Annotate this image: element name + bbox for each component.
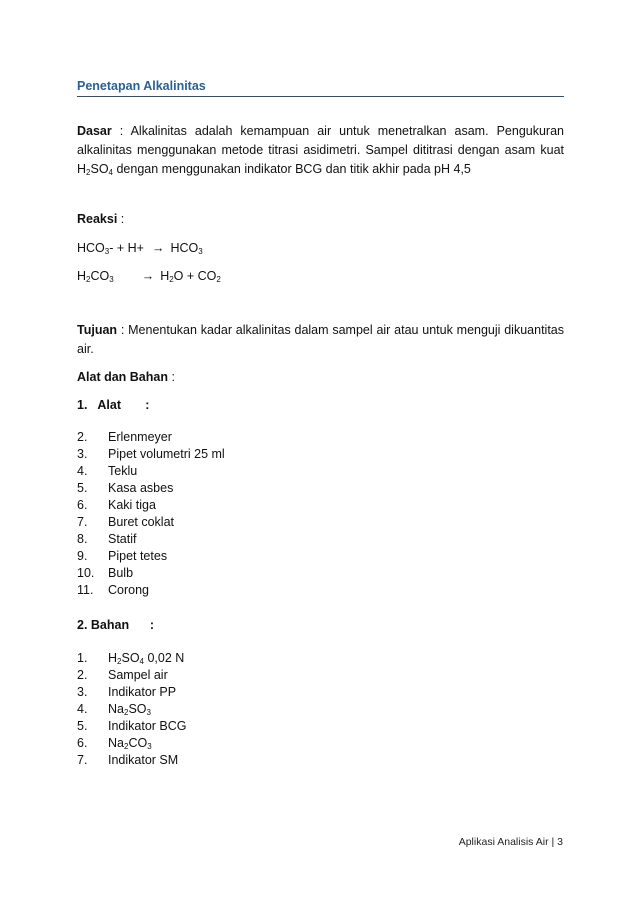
reaction-equation-2 xyxy=(77,269,221,284)
dasar-sub-1: 2 xyxy=(86,168,91,177)
reaction-equation-1 xyxy=(77,241,203,256)
item-number: 5. xyxy=(77,719,88,733)
item-sub-2: 3 xyxy=(147,742,152,751)
item-text: Erlenmeyer xyxy=(108,430,172,444)
item-number: 3. xyxy=(77,447,88,461)
item-text-3: 0,02 N xyxy=(144,651,185,665)
alat-bahan-sep: : xyxy=(168,370,175,384)
eq2-product-rest: O + CO xyxy=(173,269,217,283)
item-number: 6. xyxy=(77,498,88,512)
eq2-product: H xyxy=(160,269,170,283)
list-item xyxy=(77,548,225,565)
eq2-reactant: H xyxy=(77,269,87,283)
list-item xyxy=(77,684,187,701)
list-item xyxy=(77,667,187,684)
item-text: H xyxy=(108,651,118,665)
item-text: Kasa asbes xyxy=(108,481,174,495)
eq1-reactant-rest: - + H+ xyxy=(109,241,144,255)
eq2-product-sub: 2 xyxy=(169,275,174,284)
list-item xyxy=(77,463,225,480)
item-number: 6. xyxy=(77,736,88,750)
item-number: 4. xyxy=(77,464,88,478)
dasar-text-3: dengan menggunakan indikator BCG dan titik akhir pada pH 4,5 xyxy=(113,162,471,176)
list-item xyxy=(77,735,187,752)
alat-bahan-heading xyxy=(77,370,175,384)
item-text-2: SO xyxy=(128,702,147,716)
item-sub: 2 xyxy=(117,657,122,666)
list-item xyxy=(77,446,225,463)
title-underline xyxy=(77,96,564,97)
list-item xyxy=(77,514,225,531)
item-number: 8. xyxy=(77,532,88,546)
list-item xyxy=(77,650,187,667)
alat-heading: 1. Alat : xyxy=(77,398,150,412)
list-item xyxy=(77,701,187,718)
item-text-2: CO xyxy=(128,736,148,750)
item-text: Sampel air xyxy=(108,668,168,682)
item-number: 11. xyxy=(77,583,94,597)
dasar-text-1: Alkalinitas adalah kemampuan air untuk menetralkan asam. Pengukuran alkalinitas menggunakan metode titrasi asidimetri. Sampel dititrasi dengan asam kuat H xyxy=(77,124,564,176)
dasar-paragraph xyxy=(77,122,564,182)
dasar-sub-2: 4 xyxy=(108,168,113,177)
item-number: 10. xyxy=(77,566,95,580)
item-text: Corong xyxy=(108,583,149,597)
item-number: 2. xyxy=(77,668,88,682)
item-number: 9. xyxy=(77,549,88,563)
list-item xyxy=(77,752,187,769)
item-number: 7. xyxy=(77,753,88,767)
item-sub-2: 4 xyxy=(139,657,144,666)
item-text: Kaki tiga xyxy=(108,498,156,512)
item-text: Teklu xyxy=(108,464,138,478)
eq2-reactant-sub-1: 2 xyxy=(86,275,91,284)
page-footer: Aplikasi Analisis Air | 3 xyxy=(458,836,563,848)
item-number: 1. xyxy=(77,651,88,665)
list-item xyxy=(77,429,225,446)
alat-bahan-label: Alat dan Bahan xyxy=(77,370,168,384)
item-text: Pipet volumetri 25 ml xyxy=(108,447,225,461)
item-text: Buret coklat xyxy=(108,515,175,529)
dasar-sep: : xyxy=(111,124,131,138)
item-text: Indikator BCG xyxy=(108,719,187,733)
list-item xyxy=(77,582,225,599)
reaksi-sep: : xyxy=(117,212,125,226)
eq2-reactant-sub-2: 3 xyxy=(109,275,114,284)
arrow-icon: → xyxy=(141,269,155,283)
item-number: 3. xyxy=(77,685,88,699)
list-item xyxy=(77,480,225,497)
list-item xyxy=(77,565,225,582)
item-text-2: SO xyxy=(121,651,140,665)
bahan-list xyxy=(77,650,187,769)
list-item xyxy=(77,531,225,548)
eq1-reactant: HCO xyxy=(77,241,105,255)
tujuan-label: Tujuan xyxy=(77,323,118,337)
item-text: Na xyxy=(108,702,124,716)
item-text: Bulb xyxy=(108,566,134,580)
eq2-product-sub-2: 2 xyxy=(216,275,221,284)
item-text: Statif xyxy=(108,532,137,546)
eq1-product: HCO xyxy=(170,241,199,255)
page-title: Penetapan Alkalinitas xyxy=(77,79,206,93)
item-sub: 2 xyxy=(123,742,129,751)
reaksi-label: Reaksi xyxy=(77,212,118,226)
item-text: Indikator SM xyxy=(108,753,179,767)
list-item xyxy=(77,497,225,514)
eq1-reactant-sub: 3 xyxy=(104,247,110,256)
item-number: 4. xyxy=(77,702,88,716)
eq1-product-sub: 3 xyxy=(198,247,203,256)
eq2-reactant-rest: CO xyxy=(90,269,110,283)
item-text: Na xyxy=(108,736,124,750)
item-sub: 2 xyxy=(123,708,129,717)
dasar-label: Dasar xyxy=(77,124,112,138)
reaksi-heading xyxy=(77,212,124,226)
alat-list xyxy=(77,429,225,599)
list-item xyxy=(77,718,187,735)
arrow-icon: → xyxy=(151,241,165,255)
item-number: 5. xyxy=(77,481,88,495)
item-number: 2. xyxy=(77,430,88,444)
tujuan-paragraph xyxy=(77,321,564,359)
tujuan-text: : Menentukan kadar alkalinitas dalam sampel air atau untuk menguji dikuantitas air. xyxy=(77,323,564,356)
item-sub-2: 3 xyxy=(146,708,151,717)
item-number: 7. xyxy=(77,515,88,529)
bahan-heading: 2. Bahan : xyxy=(77,618,155,632)
dasar-text-2: SO xyxy=(90,162,109,176)
item-text: Indikator PP xyxy=(108,685,177,699)
item-text: Pipet tetes xyxy=(108,549,168,563)
